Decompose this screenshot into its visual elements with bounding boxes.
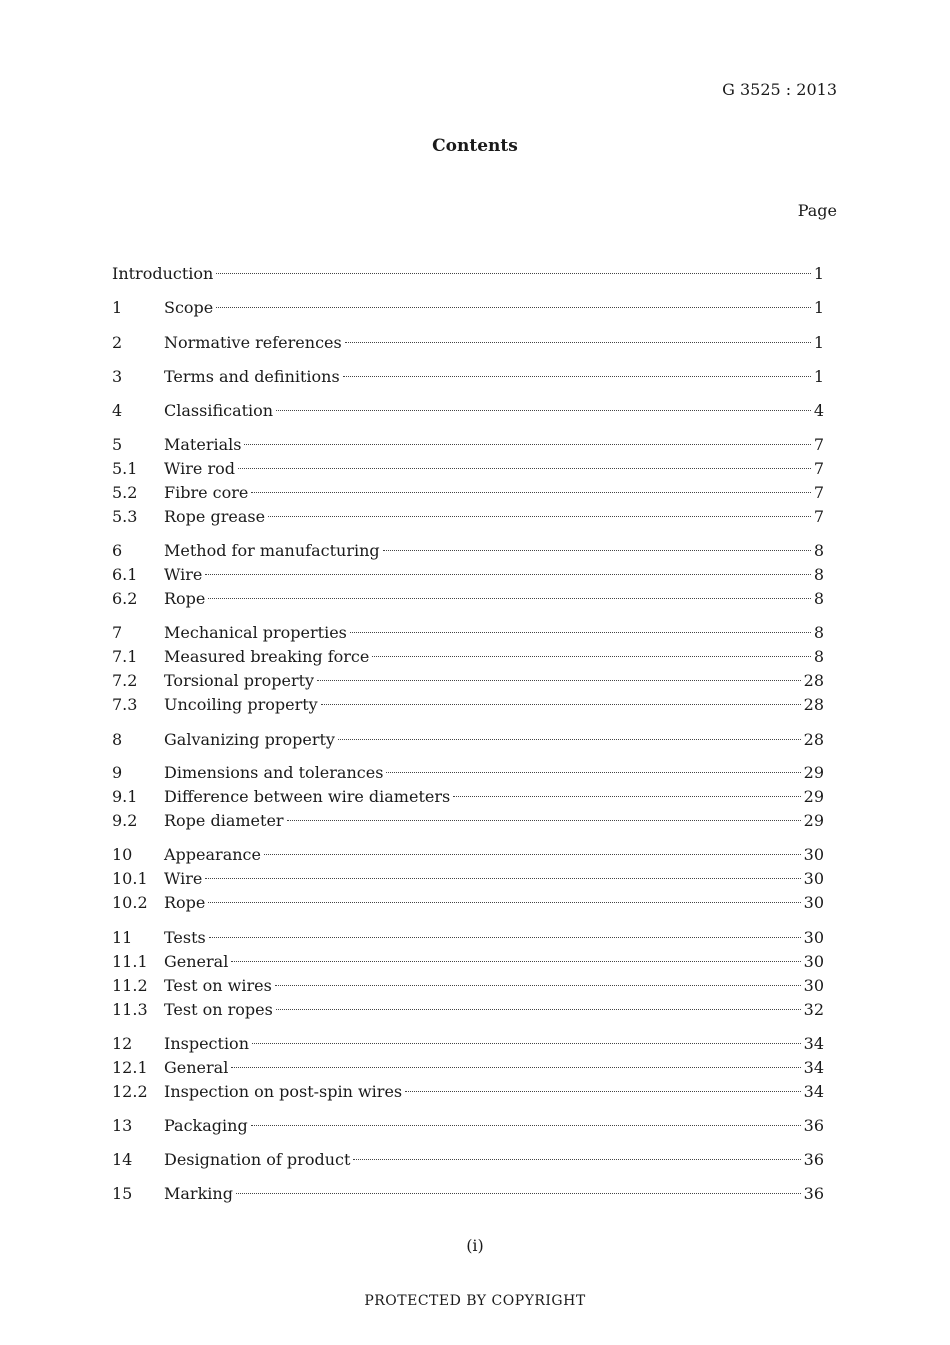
toc-entry-title: General xyxy=(164,1058,229,1077)
toc-entry-page: 30 xyxy=(803,845,824,864)
toc-entry-page: 30 xyxy=(803,893,824,912)
toc-entry-number: 9.1 xyxy=(112,787,138,806)
toc-entry-title: Wire rod xyxy=(164,459,236,478)
toc-entry-title: Difference between wire diameters xyxy=(164,787,451,806)
toc-entry-title: Rope xyxy=(164,589,206,608)
toc-entry-page: 1 xyxy=(813,264,824,283)
toc-entry[interactable] xyxy=(112,482,824,504)
toc-entry[interactable] xyxy=(112,366,824,388)
toc-entry-page: 36 xyxy=(803,1116,824,1135)
toc-entry-page: 1 xyxy=(813,333,824,352)
toc-entry-page: 28 xyxy=(803,671,824,690)
toc-entry-title: Rope xyxy=(164,893,206,912)
toc-entry[interactable] xyxy=(112,622,824,644)
dot-leader xyxy=(338,739,801,740)
toc-entry-page: 36 xyxy=(803,1184,824,1203)
toc-entry[interactable] xyxy=(112,670,824,692)
page-column-label: Page xyxy=(797,201,837,220)
toc-entry-page: 8 xyxy=(813,541,824,560)
toc-entry-number: 1 xyxy=(112,298,123,317)
dot-leader xyxy=(287,820,801,821)
toc-entry-number: 2 xyxy=(112,333,123,352)
toc-entry-number: 6.2 xyxy=(112,589,138,608)
toc-entry-page: 29 xyxy=(803,763,824,782)
toc-entry-page: 34 xyxy=(803,1058,824,1077)
dot-leader xyxy=(353,1159,800,1160)
toc-entry-page: 36 xyxy=(803,1150,824,1169)
toc-entry[interactable] xyxy=(112,564,824,586)
toc-entry[interactable] xyxy=(112,588,824,610)
toc-entry-number: 11.2 xyxy=(112,976,148,995)
toc-entry[interactable] xyxy=(112,1081,824,1103)
toc-entry[interactable] xyxy=(112,540,824,562)
toc-entry-title: Rope grease xyxy=(164,507,266,526)
toc-entry-title: Scope xyxy=(164,298,214,317)
dot-leader xyxy=(216,273,810,274)
dot-leader xyxy=(209,937,801,938)
dot-leader xyxy=(345,342,811,343)
toc-entry-page: 34 xyxy=(803,1034,824,1053)
toc-entry[interactable] xyxy=(112,506,824,528)
toc-entry-number: 5.3 xyxy=(112,507,138,526)
dot-leader xyxy=(216,307,811,308)
toc-entry-number: 11.1 xyxy=(112,952,148,971)
toc-entry-number: 5.1 xyxy=(112,459,138,478)
toc-entry-title: Appearance xyxy=(164,845,261,864)
toc-entry-page: 7 xyxy=(813,507,824,526)
toc-entry-title: Torsional property xyxy=(164,671,315,690)
toc-entry[interactable] xyxy=(112,297,824,319)
dot-leader xyxy=(231,961,800,962)
dot-leader xyxy=(275,985,801,986)
toc-entry-title: Materials xyxy=(164,435,242,454)
toc-entry-number: 5 xyxy=(112,435,123,454)
toc-entry-number: 11.3 xyxy=(112,1000,148,1019)
toc-entry-title: Marking xyxy=(164,1184,233,1203)
toc-entry-page: 4 xyxy=(813,401,824,420)
toc-entry-number: 7 xyxy=(112,623,123,642)
dot-leader xyxy=(386,772,800,773)
toc-entry-number: 10.2 xyxy=(112,893,148,912)
toc-entry-number: 7.2 xyxy=(112,671,138,690)
toc-entry-title: Designation of product xyxy=(164,1150,351,1169)
toc-entry-title: Wire xyxy=(164,565,203,584)
toc-entry-title: Terms and definitions xyxy=(164,367,340,386)
toc-entry-title: Dimensions and tolerances xyxy=(164,763,384,782)
dot-leader xyxy=(231,1067,800,1068)
toc-entry-title: Method for manufacturing xyxy=(164,541,380,560)
toc-entry-number: 11 xyxy=(112,928,133,947)
toc-entry[interactable] xyxy=(112,1057,824,1079)
toc-entry[interactable] xyxy=(112,844,824,866)
page-title: Contents xyxy=(432,136,518,156)
dot-leader xyxy=(236,1193,801,1194)
toc-entry-title: Inspection xyxy=(164,1034,249,1053)
dot-leader xyxy=(350,632,811,633)
toc-entry[interactable] xyxy=(112,729,824,751)
toc-entry-page: 28 xyxy=(803,695,824,714)
toc-entry[interactable] xyxy=(112,810,824,832)
toc-entry-page: 7 xyxy=(813,483,824,502)
toc-entry[interactable] xyxy=(112,400,824,422)
toc-entry[interactable] xyxy=(112,332,824,354)
dot-leader xyxy=(268,516,811,517)
dot-leader xyxy=(343,376,811,377)
toc-entry-page: 32 xyxy=(803,1000,824,1019)
dot-leader xyxy=(244,444,810,445)
toc-entry[interactable] xyxy=(112,999,824,1021)
toc-entry-title: Measured breaking force xyxy=(164,647,370,666)
toc-entry-number: 4 xyxy=(112,401,123,420)
toc-entry-title: Introduction xyxy=(112,264,214,283)
toc-entry-page: 8 xyxy=(813,589,824,608)
dot-leader xyxy=(208,902,800,903)
standard-number: G 3525 : 2013 xyxy=(722,80,837,99)
toc-entry[interactable] xyxy=(112,868,824,890)
dot-leader xyxy=(252,1043,801,1044)
toc-entry-title: Rope diameter xyxy=(164,811,284,830)
dot-leader xyxy=(405,1091,801,1092)
dot-leader xyxy=(276,410,811,411)
toc-entry-title: Uncoiling property xyxy=(164,695,318,714)
toc-entry-number: 10 xyxy=(112,845,133,864)
dot-leader xyxy=(264,854,801,855)
dot-leader xyxy=(238,468,811,469)
toc-entry-title: Tests xyxy=(164,928,206,947)
toc-entry-page: 1 xyxy=(813,298,824,317)
dot-leader xyxy=(276,1009,801,1010)
toc-entry[interactable] xyxy=(112,927,824,949)
toc-entry-number: 12 xyxy=(112,1034,133,1053)
dot-leader xyxy=(453,796,800,797)
toc-entry[interactable] xyxy=(112,434,824,456)
toc-entry-number: 6 xyxy=(112,541,123,560)
toc-entry[interactable] xyxy=(112,762,824,784)
dot-leader xyxy=(205,574,810,575)
toc-entry-page: 8 xyxy=(813,565,824,584)
toc-entry-page: 30 xyxy=(803,928,824,947)
toc-entry-number: 13 xyxy=(112,1116,133,1135)
toc-entry-page: 30 xyxy=(803,869,824,888)
toc-entry-page: 8 xyxy=(813,647,824,666)
toc-entry-page: 8 xyxy=(813,623,824,642)
toc-entry-title: Fibre core xyxy=(164,483,249,502)
toc-entry-page: 29 xyxy=(803,811,824,830)
toc-entry-number: 15 xyxy=(112,1184,133,1203)
toc-entry[interactable] xyxy=(112,694,824,716)
toc-entry-page: 30 xyxy=(803,952,824,971)
toc-entry-title: Mechanical properties xyxy=(164,623,347,642)
toc-entry-number: 14 xyxy=(112,1150,133,1169)
dot-leader xyxy=(208,598,810,599)
toc-entry-title: Classification xyxy=(164,401,274,420)
toc-entry-number: 9.2 xyxy=(112,811,138,830)
toc-entry[interactable] xyxy=(112,1149,824,1171)
toc-entry[interactable] xyxy=(112,892,824,914)
toc-entry[interactable] xyxy=(112,1183,824,1205)
toc-entry[interactable] xyxy=(112,786,824,808)
toc-entry[interactable] xyxy=(112,951,824,973)
toc-entry-number: 12.2 xyxy=(112,1082,148,1101)
toc-entry-number: 12.1 xyxy=(112,1058,148,1077)
toc-entry[interactable] xyxy=(112,646,824,668)
toc-entry-number: 3 xyxy=(112,367,123,386)
toc-entry-page: 7 xyxy=(813,459,824,478)
dot-leader xyxy=(251,1125,801,1126)
toc-entry-number: 7.3 xyxy=(112,695,138,714)
toc-entry-title: Packaging xyxy=(164,1116,248,1135)
toc-entry-title: Test on wires xyxy=(164,976,272,995)
toc-entry-number: 7.1 xyxy=(112,647,138,666)
dot-leader xyxy=(321,704,801,705)
toc-entry[interactable] xyxy=(112,975,824,997)
toc-entry-page: 34 xyxy=(803,1082,824,1101)
toc-entry-title: Wire xyxy=(164,869,203,888)
toc-entry[interactable] xyxy=(112,263,824,285)
toc-entry-number: 9 xyxy=(112,763,123,782)
toc-entry-title: Galvanizing property xyxy=(164,730,335,749)
toc-entry-number: 8 xyxy=(112,730,123,749)
copyright-notice: PROTECTED BY COPYRIGHT xyxy=(364,1293,586,1309)
toc-entry[interactable] xyxy=(112,458,824,480)
dot-leader xyxy=(205,878,800,879)
toc-entry-title: Inspection on post-spin wires xyxy=(164,1082,403,1101)
dot-leader xyxy=(317,680,801,681)
page-folio: (i) xyxy=(466,1236,484,1255)
dot-leader xyxy=(383,550,811,551)
toc-entry-page: 7 xyxy=(813,435,824,454)
toc-entry-number: 5.2 xyxy=(112,483,138,502)
dot-leader xyxy=(372,656,810,657)
toc-entry-number: 10.1 xyxy=(112,869,148,888)
toc-entry-number: 6.1 xyxy=(112,565,138,584)
toc-entry[interactable] xyxy=(112,1033,824,1055)
toc-entry-title: General xyxy=(164,952,229,971)
toc-entry-page: 29 xyxy=(803,787,824,806)
toc-entry[interactable] xyxy=(112,1115,824,1137)
dot-leader xyxy=(251,492,810,493)
toc-entry-title: Test on ropes xyxy=(164,1000,273,1019)
toc-entry-title: Normative references xyxy=(164,333,342,352)
toc-entry-page: 28 xyxy=(803,730,824,749)
toc-entry-page: 30 xyxy=(803,976,824,995)
toc-entry-page: 1 xyxy=(813,367,824,386)
